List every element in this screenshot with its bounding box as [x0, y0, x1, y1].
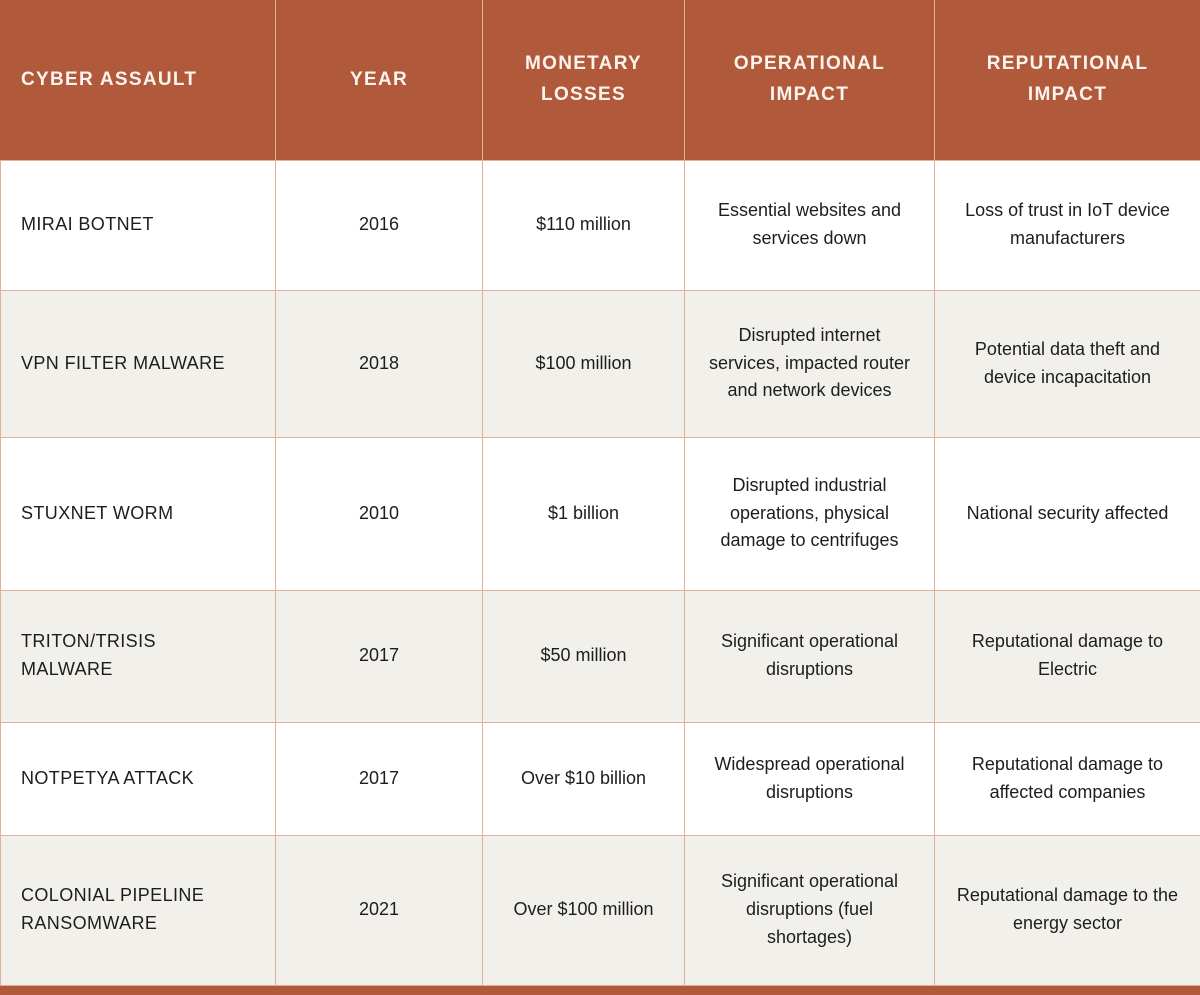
- table-header-row: [1, 0, 1200, 160]
- table-row-notpetya-attack: [1, 722, 1200, 835]
- cell-monetary-losses: $110 million: [483, 160, 685, 290]
- table-row-stuxnet-worm: [1, 437, 1200, 590]
- cell-cyber-assault: NOTPETYA ATTACK: [1, 722, 276, 835]
- col-header-monetary-losses: MONETARY LOSSES: [483, 0, 685, 160]
- col-header-year: YEAR: [276, 0, 483, 160]
- cell-cyber-assault: MIRAI BOTNET: [1, 160, 276, 290]
- cell-year: 2016: [276, 160, 483, 290]
- cell-monetary-losses: Over $100 million: [483, 835, 685, 985]
- table-row-vpn-filter-malware: [1, 290, 1200, 437]
- cell-monetary-losses: $50 million: [483, 590, 685, 722]
- cell-year: 2021: [276, 835, 483, 985]
- cell-reputational-impact: Reputational damage to the energy sector: [935, 835, 1200, 985]
- cell-operational-impact: Significant operational disruptions (fuel shortages): [685, 835, 935, 985]
- cell-year: 2017: [276, 590, 483, 722]
- col-header-operational-impact: OPERATIONAL IMPACT: [685, 0, 935, 160]
- cell-operational-impact: Significant operational disruptions: [685, 590, 935, 722]
- table-body: [1, 160, 1200, 985]
- cell-reputational-impact: Reputational damage to affected companies: [935, 722, 1200, 835]
- cell-reputational-impact: National security affected: [935, 437, 1200, 590]
- col-header-reputational-impact: REPUTATIONAL IMPACT: [935, 0, 1200, 160]
- cell-monetary-losses: Over $10 billion: [483, 722, 685, 835]
- cell-year: 2018: [276, 290, 483, 437]
- table-row-colonial-pipeline-ransomware: [1, 835, 1200, 985]
- cell-operational-impact: Disrupted internet services, impacted router and network devices: [685, 290, 935, 437]
- table-row-mirai-botnet: [1, 160, 1200, 290]
- table-row-triton-trisis-malware: [1, 590, 1200, 722]
- col-header-cyber-assault: CYBER ASSAULT: [1, 0, 276, 160]
- cell-monetary-losses: $1 billion: [483, 437, 685, 590]
- bottom-accent-bar: [0, 986, 1200, 995]
- cell-operational-impact: Widespread operational disruptions: [685, 722, 935, 835]
- cell-cyber-assault: TRITON/TRISIS MALWARE: [1, 590, 276, 722]
- cell-reputational-impact: Reputational damage to Electric: [935, 590, 1200, 722]
- cell-cyber-assault: VPN FILTER MALWARE: [1, 290, 276, 437]
- cell-monetary-losses: $100 million: [483, 290, 685, 437]
- cell-cyber-assault: COLONIAL PIPELINE RANSOMWARE: [1, 835, 276, 985]
- cell-reputational-impact: Loss of trust in IoT device manufacturers: [935, 160, 1200, 290]
- cell-operational-impact: Disrupted industrial operations, physical damage to centrifuges: [685, 437, 935, 590]
- table-header: [1, 0, 1200, 160]
- cell-year: 2017: [276, 722, 483, 835]
- cell-operational-impact: Essential websites and services down: [685, 160, 935, 290]
- cell-year: 2010: [276, 437, 483, 590]
- cell-cyber-assault: STUXNET WORM: [1, 437, 276, 590]
- cell-reputational-impact: Potential data theft and device incapacitation: [935, 290, 1200, 437]
